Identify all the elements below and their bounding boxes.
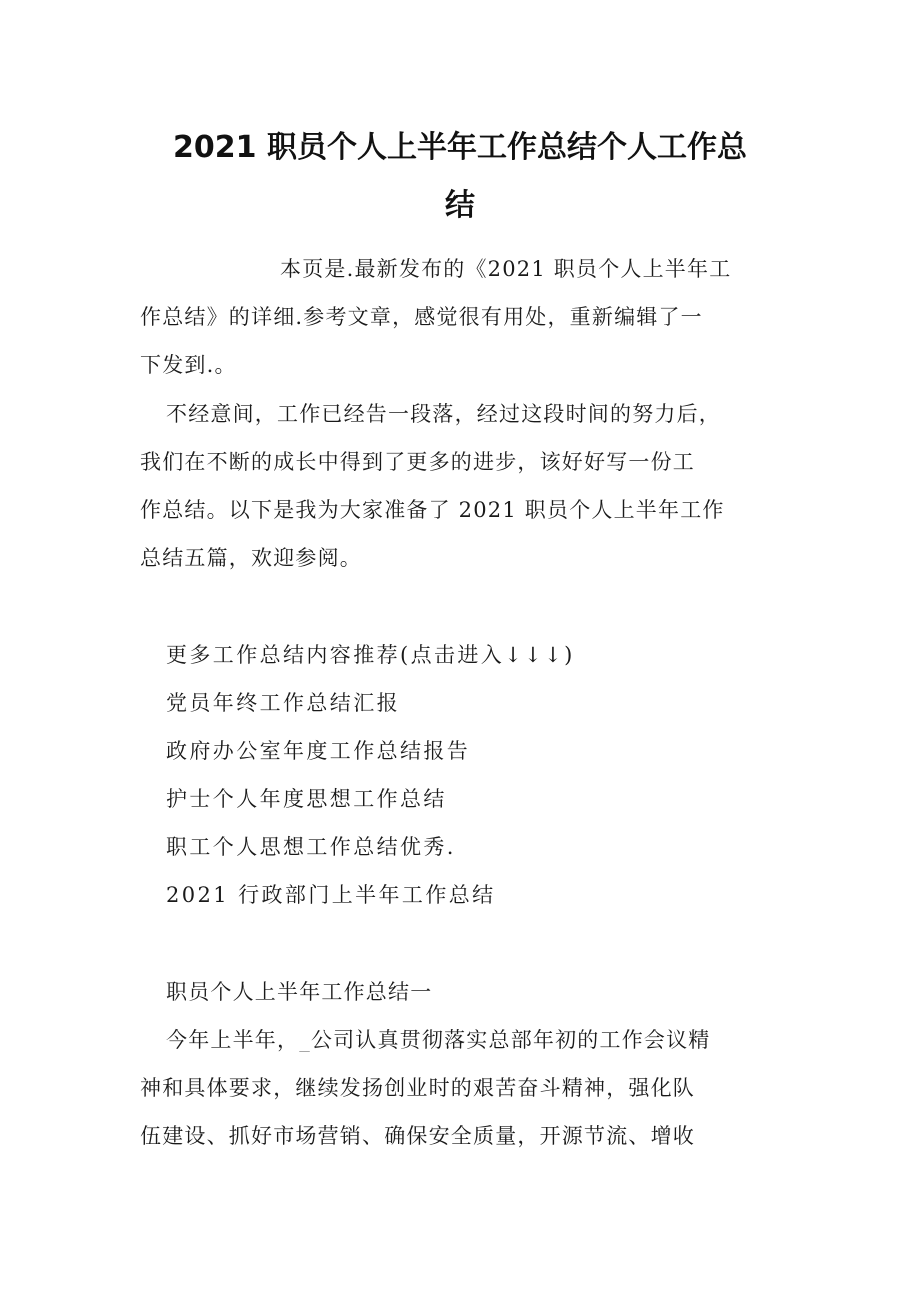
lead-paragraph-line-2: 我们在不断的成长中得到了更多的进步，该好好写一份工 <box>140 450 695 474</box>
lead-paragraph-line-4: 总结五篇，欢迎参阅。 <box>140 546 362 570</box>
section-1-heading: 职员个人上半年工作总结一 <box>166 980 433 1004</box>
recommend-heading: 更多工作总结内容推荐(点击进入↓↓↓) <box>166 643 575 667</box>
recommend-link-4[interactable]: 职工个人思想工作总结优秀. <box>166 835 456 859</box>
section-1-line-1-start: 今年上半年， <box>166 1028 300 1052</box>
recommend-link-2[interactable]: 政府办公室年度工作总结报告 <box>166 739 471 763</box>
recommend-link-5[interactable]: 2021 行政部门上半年工作总结 <box>166 883 496 907</box>
section-1-line-2: 神和具体要求，继续发扬创业时的艰苦奋斗精神，强化队 <box>140 1076 695 1100</box>
section-1-line-1 <box>166 1024 711 1054</box>
blank-placeholder: _ <box>299 1028 311 1052</box>
document-title-line-2: 结 <box>445 188 475 223</box>
document-title-line-1: 2021 职员个人上半年工作总结个人工作总 <box>173 130 747 165</box>
intro-line-2: 作总结》的详细.参考文章，感觉很有用处，重新编辑了一 <box>140 305 703 329</box>
lead-paragraph-line-3: 作总结。以下是我为大家准备了 2021 职员个人上半年工作 <box>140 498 725 522</box>
recommend-link-1[interactable]: 党员年终工作总结汇报 <box>166 691 400 715</box>
recommend-link-3[interactable]: 护士个人年度思想工作总结 <box>166 787 447 811</box>
intro-line-1: 本页是.最新发布的《2021 职员个人上半年工 <box>280 257 732 281</box>
lead-paragraph-line-1: 不经意间，工作已经告一段落，经过这段时间的努力后， <box>166 402 721 426</box>
intro-line-3: 下发到.。 <box>140 353 237 377</box>
section-1-line-3: 伍建设、抓好市场营销、确保安全质量，开源节流、增收 <box>140 1124 695 1148</box>
section-1-line-1-end: 公司认真贯彻落实总部年初的工作会议精 <box>310 1028 711 1052</box>
